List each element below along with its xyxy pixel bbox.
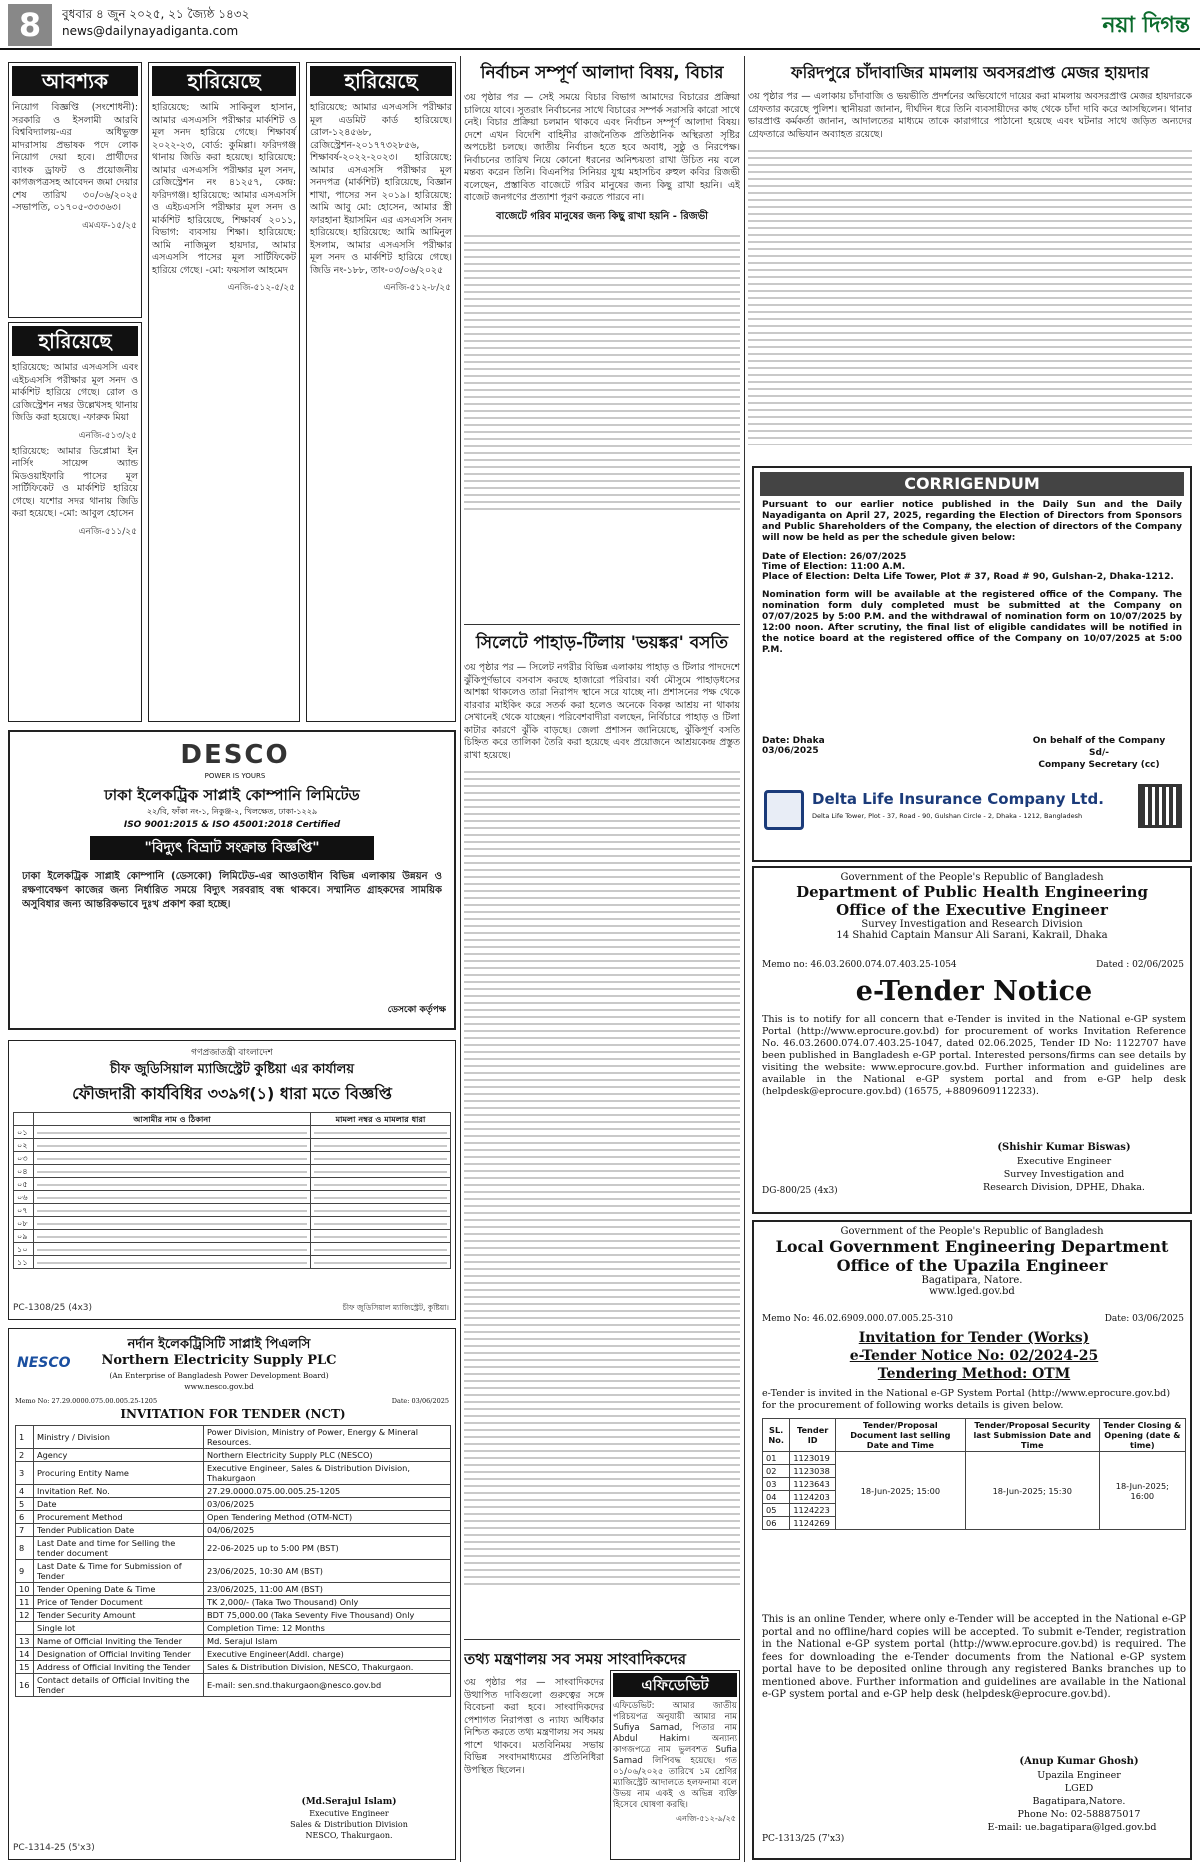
lged-tender-id: 1123038 bbox=[790, 1465, 836, 1478]
court-row-num: ০৪ bbox=[14, 1165, 34, 1178]
nesco-row-value: TK 2,000/- (Taka Two Thousand) Only bbox=[204, 1596, 451, 1609]
nesco-row-num: 8 bbox=[16, 1537, 34, 1560]
delta-logo-icon bbox=[764, 790, 804, 830]
lged-header: Tender ID bbox=[790, 1419, 836, 1452]
lged-sl: 03 bbox=[763, 1478, 790, 1491]
nesco-row bbox=[16, 1449, 451, 1462]
lged-sl: 01 bbox=[763, 1452, 790, 1465]
nesco-row bbox=[16, 1524, 451, 1537]
nesco-signer-place: NESCO, Thakurgaon. bbox=[305, 1831, 393, 1840]
lged-website: www.lged.gov.bd bbox=[929, 1286, 1015, 1297]
court-office: চীফ জুডিসিয়াল ম্যাজিস্ট্রেট কুষ্টিয়া এর কার্যালয় bbox=[109, 1062, 355, 1077]
nesco-row-value: 22-06-2025 up to 5:00 PM (BST) bbox=[204, 1537, 451, 1560]
court-row bbox=[14, 1178, 451, 1191]
dphe-dept: Department of Public Health Engineering bbox=[796, 883, 1148, 901]
lged-table bbox=[762, 1418, 1186, 1530]
nesco-row-value: 23/06/2025, 11:00 AM (BST) bbox=[204, 1583, 451, 1596]
nesco-row-num: 11 bbox=[16, 1596, 34, 1609]
nesco-date: Date: 03/06/2025 bbox=[391, 1397, 449, 1405]
lged-tender-id: 1123019 bbox=[790, 1452, 836, 1465]
lost-text-2: হারিয়েছে: আমার ডিপ্লোমা ইন নার্সিং সায়েন্স অ্যান্ড মিডওয়াইফারি পাসের মূল সার্টিফিকেট ও মার্কশিট হারিয়ে গেছে। যশোর সদর থানায় জিডি করা হয়েছে। -মো: আবুল হোসেন bbox=[12, 445, 138, 519]
court-code: PC-1308/25 (4x3) bbox=[13, 1303, 93, 1313]
article-faridpur-title: ফরিদপুরে চাঁদাবাজির মামলায় অবসরপ্রাপ্ত মেজর হায়দার bbox=[790, 63, 1150, 82]
lged-date: Date: 03/06/2025 bbox=[1104, 1314, 1184, 1324]
nesco-row bbox=[16, 1511, 451, 1524]
nesco-row bbox=[16, 1661, 451, 1674]
nesco-row-value: Open Tendering Method (OTM-NCT) bbox=[204, 1511, 451, 1524]
lged-closing: 18-Jun-2025; 16:00 bbox=[1099, 1452, 1185, 1530]
nesco-lot-row: Single lot Completion Time: 12 Months bbox=[16, 1622, 451, 1635]
nesco-row-label: Last Date & Time for Submission of Tender bbox=[34, 1560, 204, 1583]
dphe-code: DG-800/25 (4x3) bbox=[762, 1186, 838, 1196]
lged-tender-id: 1124203 bbox=[790, 1491, 836, 1504]
dphe-gov: Government of the People's Republic of Bangladesh bbox=[840, 872, 1104, 883]
lged-place: Bagatipara, Natore. bbox=[921, 1275, 1023, 1286]
lged-title-b: LGED bbox=[1064, 1783, 1094, 1794]
article-sylhet-title: সিলেটে পাহাড়-টিলায় 'ভয়ঙ্কর' বসতি bbox=[475, 633, 729, 653]
court-row bbox=[14, 1152, 451, 1165]
lost-ref-1: এনজি-৫১৩/২৫ bbox=[78, 430, 137, 441]
lost-heading: হারিয়েছে bbox=[12, 326, 138, 356]
article-election-subhead: বাজেটে গরিব মানুষের জন্য কিছু রাখা হয়নি - রিজভী bbox=[495, 210, 709, 222]
lged-sl: 06 bbox=[763, 1517, 790, 1530]
nesco-row bbox=[16, 1426, 451, 1449]
court-row-num: ০১ bbox=[14, 1126, 34, 1139]
nesco-row-num: 1 bbox=[16, 1426, 34, 1449]
nesco-row-label: Date bbox=[34, 1498, 204, 1511]
corrigendum-behalf: On behalf of the Company bbox=[1032, 736, 1166, 746]
nesco-row bbox=[16, 1462, 451, 1485]
court-row-num: ১০ bbox=[14, 1243, 34, 1256]
corrigendum-date: Date: Dhaka 03/06/2025 bbox=[762, 736, 825, 756]
lged-header: Tender Closing & Opening (date & time) bbox=[1099, 1419, 1185, 1452]
nesco-code: PC-1314-25 (5'x3) bbox=[13, 1843, 95, 1853]
column-divider bbox=[744, 56, 745, 1862]
court-row-num: ১১ bbox=[14, 1256, 34, 1269]
nesco-row bbox=[16, 1635, 451, 1648]
article-election bbox=[464, 60, 740, 625]
lged-phone: Phone No: 02-588875017 bbox=[1017, 1809, 1141, 1820]
court-col-b: মামলা নম্বর ও মামলার ধারা bbox=[311, 1113, 451, 1126]
nesco-lot: Single lot bbox=[34, 1622, 204, 1635]
nesco-row-label: Last Date and time for Selling the tender document bbox=[34, 1537, 204, 1560]
lged-header: Tender/Proposal Document last selling Date and Time bbox=[835, 1419, 965, 1452]
masthead bbox=[0, 0, 1200, 50]
affidavit-title: এফিডেভিট bbox=[613, 1673, 737, 1697]
corrigendum-election-date: Date of Election: 26/07/2025 bbox=[762, 552, 907, 562]
desco-logo: DESCO bbox=[180, 740, 290, 770]
lged-tender-id: 1124223 bbox=[790, 1504, 836, 1517]
nesco-row-value: Executive Engineer(Addl. charge) bbox=[204, 1648, 451, 1661]
nesco-name-en: Northern Electricity Supply PLC bbox=[101, 1353, 337, 1368]
nesco-notice bbox=[8, 1328, 456, 1860]
lged-title-1: Invitation for Tender (Works) bbox=[858, 1330, 1090, 1346]
nesco-row-value: 23/06/2025, 10:30 AM (BST) bbox=[204, 1560, 451, 1583]
article-election-title: নির্বাচন সম্পূর্ণ আলাদা বিষয়, বিচার bbox=[480, 63, 724, 83]
nesco-row-num: 7 bbox=[16, 1524, 34, 1537]
desco-company: ঢাকা ইলেকট্রিক সাপ্লাই কোম্পানি লিমিটেড bbox=[104, 786, 360, 804]
court-notice bbox=[8, 1040, 456, 1320]
article-info-title: তথ্য মন্ত্রণালয় সব সময় সাংবাদিকদের bbox=[464, 1650, 686, 1668]
wanted-text: নিয়োগ বিজ্ঞপ্তি (সংশোধনী): সরকারি ও ইসলামী আরবি বিশ্ববিদ্যালয়-এর অধিভুক্ত মাদরাসায় প্রভাষক পদে লোক নিয়োগ দেয়া হবে। প্রার্থীদের ব্যাংক ড্রাফট ও প্রয়োজনীয় কাগজপত্রসহ আবেদন জমা দেয়ার শেষ তারিখ ৩০/০৬/২০২৫ -সভাপতি, ০১৭০৫-৩৩৩৬৩। bbox=[12, 102, 138, 213]
court-row bbox=[14, 1204, 451, 1217]
lged-tender-id: 1124269 bbox=[790, 1517, 836, 1530]
wanted-ref: এমএফ-১৫/২৫ bbox=[82, 220, 137, 231]
lost-text-col2: হারিয়েছে: আমি সাকিবুল হাসান, আমার এসএসসি পরীক্ষার মার্কশিট ও মূল সনদ হারিয়ে গেছে। শিক্ষাবর্ষ ২০২২-২৩, বোর্ড: কুমিল্লা। ফরিদগঞ্জ থানায় জিডি করা হয়েছে। হারিয়েছে: আমার এসএসসি পরীক্ষার মূল সনদ, রেজিস্ট্রেশন নং ৪১২৫৭, কেন্দ্র: ফরিদগঞ্জ। হারিয়েছে: আমার এসএসসি ও এইচএসসি পরীক্ষার মূল সনদ ও মার্কশিট হারিয়েছে, শিক্ষাবর্ষ ২০১১, বিভাগ: ব্যবসায় শিক্ষা। হারিয়েছে: আমি নাজিমুল হায়দার, আমার এসএসসি পাসের মূল সার্টিফিকেট হারিয়ে গেছে। -মো: ফয়সাল আহমেদ bbox=[152, 102, 296, 276]
lost-ref-col3: এনজি-৫১২-৮/২৫ bbox=[383, 283, 451, 293]
column-divider bbox=[460, 56, 461, 1862]
corrigendum bbox=[752, 466, 1192, 862]
lged-intro: e-Tender is invited in the National e-GP System Portal (http://www.eprocure.gov.bd) for the procurement of following works details is given below. bbox=[762, 1388, 1171, 1411]
dphe-title-3: Research Division, DPHE, Dhaka. bbox=[983, 1182, 1145, 1193]
nesco-row bbox=[16, 1537, 451, 1560]
affidavit-ref: এনজি-৫১২-৯/২৫ bbox=[676, 1814, 736, 1823]
dphe-date: Dated : 02/06/2025 bbox=[1096, 960, 1184, 970]
nesco-completion-label: Completion Time bbox=[207, 1623, 277, 1633]
nesco-row-num: 9 bbox=[16, 1560, 34, 1583]
lged-row bbox=[763, 1452, 1186, 1465]
nesco-row-value: 04/06/2025 bbox=[204, 1524, 451, 1537]
corrigendum-secretary: Company Secretary (cc) bbox=[1038, 760, 1160, 770]
lged-code: PC-1313/25 (7'x3) bbox=[762, 1834, 845, 1844]
qr-code-icon bbox=[1138, 784, 1182, 828]
dphe-memo: Memo no: 46.03.2600.074.07.403.25-1054 bbox=[762, 960, 957, 970]
dphe-address: 14 Shahid Captain Mansur Ali Sarani, Kakrail, Dhaka bbox=[836, 930, 1108, 941]
classified-lost-2 bbox=[148, 62, 300, 722]
nesco-row-label: Invitation Ref. No. bbox=[34, 1485, 204, 1498]
court-row bbox=[14, 1230, 451, 1243]
nesco-row-label: Tender Security Amount bbox=[34, 1609, 204, 1622]
nesco-row-num: 13 bbox=[16, 1635, 34, 1648]
lged-selling: 18-Jun-2025; 15:00 bbox=[835, 1452, 965, 1530]
court-row-num: ০৮ bbox=[14, 1217, 34, 1230]
article-info-body: ৩য় পৃষ্ঠার পর — সাংবাদিকদের উত্থাপিত দাবিগুলো গুরুত্বের সঙ্গে বিবেচনা করা হবে। সাংবাদিকদের পেশাগত নিরাপত্তা ও ন্যায্য অধিকার নিশ্চিত করতে তথ্য মন্ত্রণালয় সব সময় পাশে থাকবে। মতবিনিময় সভায় বিভিন্ন সংবাদমাধ্যমের প্রতিনিধিরা উপস্থিত ছিলেন। bbox=[464, 1677, 604, 1776]
dphe-title-2: Survey Investigation and bbox=[1003, 1169, 1125, 1180]
nesco-row bbox=[16, 1674, 451, 1697]
nesco-row-value: Md. Serajul Islam bbox=[204, 1635, 451, 1648]
nesco-row-label: Procuring Entity Name bbox=[34, 1462, 204, 1485]
nesco-row-num: 2 bbox=[16, 1449, 34, 1462]
article-faridpur-body: ৩য় পৃষ্ঠার পর — এলাকায় চাঁদাবাজি ও ভয়ভীতি প্রদর্শনের অভিযোগে দায়ের করা মামলায় অবসরপ্রাপ্ত মেজর হায়দারকে গ্রেফতার করেছে পুলিশ। স্থানীয়রা জানান, দীর্ঘদিন ধরে তিনি ব্যবসায়ীদের কাছ থেকে চাঁদা দাবি করে আসছিলেন। থানার ভারপ্রাপ্ত কর্মকর্তা জানান, আদালতের মাধ্যমে তাকে কারাগারে পাঠানো হয়েছে এবং ঘটনার সাথে জড়িত অন্যদের গ্রেফতারে অভিযান অব্যাহত রয়েছে। bbox=[748, 91, 1192, 140]
court-row bbox=[14, 1191, 451, 1204]
nesco-title: INVITATION FOR TENDER (NCT) bbox=[120, 1407, 346, 1421]
court-row bbox=[14, 1139, 451, 1152]
court-row bbox=[14, 1126, 451, 1139]
dphe-body: This is to notify for all concern that e-Tender is invited in the National e-GP system Portal (http://www.eprocure.gov.bd) for procurement of works Invitation Reference No. 46.03.2600.074.07.403.25-1047, dated 02.06.2025, Tender ID No: 1122707 have been published in Bangladesh e-GP portal. Interested persons/firms can see details by visiting the website: www.eprocure.gov.bd. Further information and guidelines are available in the National e-GP system portal and from e-GP help desk (helpdesk@eprocure.gov.bd) (16575, +8809609112233). bbox=[762, 1014, 1186, 1097]
nesco-completion: 12 Months bbox=[281, 1623, 325, 1633]
lged-notice bbox=[752, 1220, 1192, 1860]
lged-tender-id: 1123643 bbox=[790, 1478, 836, 1491]
lged-security: 18-Jun-2025; 15:30 bbox=[965, 1452, 1099, 1530]
nesco-row-label: Name of Official Inviting the Tender bbox=[34, 1635, 204, 1648]
nesco-row-num: 12 bbox=[16, 1609, 34, 1622]
classified-wanted bbox=[8, 62, 142, 318]
nesco-row-num: 15 bbox=[16, 1661, 34, 1674]
corrigendum-title: CORRIGENDUM bbox=[760, 472, 1184, 496]
lged-gov: Government of the People's Republic of Bangladesh bbox=[840, 1226, 1104, 1237]
nesco-row bbox=[16, 1609, 451, 1622]
lged-title-3: Tendering Method: OTM bbox=[877, 1366, 1071, 1382]
affidavit bbox=[610, 1670, 740, 1860]
article-sylhet-body: ৩য় পৃষ্ঠার পর — সিলেট নগরীর বিভিন্ন এলাকায় পাহাড় ও টিলার পাদদেশে ঝুঁকিপূর্ণভাবে বসবাস করছে হাজারো পরিবার। বর্ষা মৌসুমে পাহাড়ধসের আশঙ্কা থাকলেও তারা নিরাপদ স্থানে সরে যাচ্ছে না। প্রশাসনের পক্ষ থেকে বারবার মাইকিং করে সতর্ক করা হলেও অনেকে বিকল্প আশ্রয় না থাকায় সেখানেই থেকে যাচ্ছেন। পরিবেশবাদীরা বলছেন, নির্বিচারে পাহাড় ও টিলা কাটার কারণে ঝুঁকি বাড়ছে। জেলা প্রশাসন জানিয়েছে, ঝুঁকিপূর্ণ বসতি চিহ্নিত করে তালিকা তৈরি করা হয়েছে এবং প্রয়োজনে আশ্রয়কেন্দ্র প্রস্তুত রাখা হয়েছে। bbox=[464, 662, 740, 761]
nesco-row bbox=[16, 1485, 451, 1498]
nesco-row-label: Ministry / Division bbox=[34, 1426, 204, 1449]
lged-title-2: e-Tender Notice No: 02/2024-25 bbox=[849, 1348, 1099, 1364]
article-faridpur bbox=[748, 60, 1192, 468]
nesco-table bbox=[15, 1425, 451, 1697]
lged-office: Office of the Upazila Engineer bbox=[836, 1256, 1108, 1275]
corrigendum-sd: Sd/- bbox=[1089, 748, 1109, 758]
desco-body: ঢাকা ইলেকট্রিক সাপ্লাই কোম্পানি (ডেসকো) লিমিটেড-এর আওতাধীন বিভিন্ন এলাকায় উন্নয়ন ও রক্ষণাবেক্ষণ কাজের জন্য নির্ধারিত সময়ে বিদ্যুৎ সরবরাহ বন্ধ থাকবে। সম্মানিত গ্রাহকদের সাময়িক অসুবিধার জন্য আন্তরিকভাবে দুঃখ প্রকাশ করা হচ্ছে। bbox=[22, 871, 442, 910]
desco-address: ২২/বি, ফাঁকা নং-১, নিকুঞ্জ-২, খিলক্ষেত, ঢাকা-১২২৯ bbox=[146, 807, 318, 816]
nesco-row-label: Agency bbox=[34, 1449, 204, 1462]
nesco-row bbox=[16, 1648, 451, 1661]
court-table bbox=[13, 1112, 451, 1269]
lged-sl: 04 bbox=[763, 1491, 790, 1504]
nesco-row bbox=[16, 1583, 451, 1596]
desco-tagline: POWER IS YOURS bbox=[204, 772, 266, 780]
corrigendum-intro: Pursuant to our earlier notice published in the Daily Sun and the Daily Nayadiganta on April 27, 2025, regarding the Election of Directors from Sponsors and Public Shareholders of the Company, the election of directors of the Company will now be held as per the schedule given below: bbox=[762, 500, 1182, 543]
court-row-num: ০৫ bbox=[14, 1178, 34, 1191]
nesco-website: www.nesco.gov.bd bbox=[184, 1382, 254, 1391]
desco-iso: ISO 9001:2015 & ISO 45001:2018 Certified bbox=[123, 820, 341, 830]
dphe-office: Office of the Executive Engineer bbox=[836, 901, 1108, 919]
lged-email: E-mail: ue.bagatipara@lged.gov.bd bbox=[987, 1822, 1157, 1833]
lged-memo: Memo No: 46.02.6909.000.07.005.25-310 bbox=[762, 1314, 953, 1324]
nesco-subtitle: (An Enterprise of Bangladesh Power Development Board) bbox=[109, 1371, 329, 1380]
nesco-row-value: Sales & Distribution Division, NESCO, Thakurgaon. bbox=[204, 1661, 451, 1674]
article-election-body: ৩য় পৃষ্ঠার পর — সেই সময়ে বিচার বিভাগ আমাদের বিচারের প্রক্রিয়া চালিয়ে যাবে। সুতরাং নির্বাচনের সাথে বিচারের সম্পর্ক সরাসরি কারো সাথে নেই। বিচার প্রক্রিয়া চলমান থাকবে এবং নির্বাচন সম্পূর্ণ আলাদা বিষয়। দেশে এখন বিদেশি বাহিনীর রাজনৈতিক প্রতিষ্ঠানিক অস্থিরতা সৃষ্টির অপচেষ্টা চলছে। জাতীয় নির্বাচন হতে হবে অবাধ, সুষ্ঠু ও নিরপেক্ষ। নির্বাচনের তারিখ নিয়ে কোনো ধরনের অনিশ্চয়তা রাখা উচিত নয় বলে মন্তব্য করেন তিনি। বিএনপির সিনিয়র যুগ্ম মহাসচিব রুহুল কবির রিজভী বলেছেন, প্রস্তাবিত বাজেটে গরিব মানুষের জন্য কিছু রাখা হয়নি। এই বাজেট জনগণের প্রত্যাশা পূরণ করতে পারবে না। bbox=[464, 92, 740, 203]
lged-body: This is an online Tender, where only e-Tender will be accepted in the National e-GP portal and no offline/hard copies will be accepted. To submit e-Tender, registration in the National e-GP system portal (http://www.eprocure.gov.bd) is required. The fees for downloading the e-Tender documents from the National e-GP system portal have to be deposited online through any registered Banks branches up to mentioned above. Further information and guidelines are available in the National e-GP system portal and e-GP help desk (helpdesk@eprocure.gov.bd). bbox=[762, 1614, 1186, 1700]
wanted-heading: আবশ্যক bbox=[12, 66, 138, 96]
nesco-signer-title: Executive Engineer bbox=[309, 1809, 389, 1818]
nesco-signer-office: Sales & Distribution Division bbox=[290, 1820, 408, 1829]
court-row bbox=[14, 1217, 451, 1230]
nesco-row-num: 4 bbox=[16, 1485, 34, 1498]
desco-notice bbox=[8, 730, 456, 1030]
nesco-row-value: Northern Electricity Supply PLC (NESCO) bbox=[204, 1449, 451, 1462]
nesco-logo: NESCO bbox=[17, 1355, 71, 1371]
classified-lost-3 bbox=[306, 62, 456, 722]
nesco-row-label: Price of Tender Document bbox=[34, 1596, 204, 1609]
court-row bbox=[14, 1165, 451, 1178]
court-col-a: আসামীর নাম ও ঠিকানা bbox=[34, 1113, 311, 1126]
nesco-row bbox=[16, 1560, 451, 1583]
dphe-title-1: Executive Engineer bbox=[1016, 1156, 1112, 1167]
lost-ref-col2: এনজি-৫১২-৫/২৫ bbox=[227, 283, 295, 293]
desco-signature: ডেসকো কর্তৃপক্ষ bbox=[387, 1005, 446, 1015]
court-row-num: ০৯ bbox=[14, 1230, 34, 1243]
dphe-notice bbox=[752, 866, 1192, 1214]
nesco-row-label: Address of Official Inviting the Tender bbox=[34, 1661, 204, 1674]
court-row bbox=[14, 1256, 451, 1269]
court-signature: চীফ জুডিসিয়াল ম্যাজিস্ট্রেট, কুষ্টিয়া। bbox=[342, 1303, 449, 1312]
court-row-num: ০২ bbox=[14, 1139, 34, 1152]
nesco-memo: Memo No: 27.29.0000.075.00.005.25-1205 bbox=[15, 1397, 158, 1405]
desco-notice-title: "বিদ্যুৎ বিভ্রাট সংক্রান্ত বিজ্ঞপ্তি" bbox=[90, 836, 374, 860]
newspaper-logo: নয়া দিগন্ত bbox=[1102, 13, 1190, 38]
lost-text-1: হারিয়েছে: আমার এসএসসি এবং এইচএসসি পরীক্ষার মূল সনদ ও মার্কশিট হারিয়ে গেছে। রোল ও রেজিস্ট্রেশন নম্বর উল্লেখসহ থানায় জিডি করা হয়েছে। -ফারুক মিয়া bbox=[12, 362, 138, 423]
nesco-row-value: E-mail: sen.snd.thakurgaon@nesco.gov.bd bbox=[204, 1674, 451, 1697]
classified-lost-1 bbox=[8, 322, 142, 722]
nesco-row-num: 6 bbox=[16, 1511, 34, 1524]
nesco-row-num: 5 bbox=[16, 1498, 34, 1511]
nesco-row-num: 3 bbox=[16, 1462, 34, 1485]
nesco-signer: (Md.Serajul Islam) bbox=[301, 1797, 397, 1807]
court-row bbox=[14, 1243, 451, 1256]
lged-title-c: Bagatipara,Natore. bbox=[1032, 1796, 1126, 1807]
nesco-row-label: Tender Opening Date & Time bbox=[34, 1583, 204, 1596]
dphe-signer: (Shishir Kumar Biswas) bbox=[997, 1142, 1131, 1153]
nesco-row-num: 10 bbox=[16, 1583, 34, 1596]
nesco-row-num: 16 bbox=[16, 1674, 34, 1697]
lged-signer: (Anup Kumar Ghosh) bbox=[1019, 1756, 1139, 1767]
corrigendum-election-place: Place of Election: Delta Life Tower, Plot # 37, Road # 90, Gulshan-2, Dhaka-1212. bbox=[762, 572, 1174, 582]
lost-heading-3: হারিয়েছে bbox=[310, 66, 452, 96]
nesco-row-label: Tender Publication Date bbox=[34, 1524, 204, 1537]
corrigendum-body: Nomination form will be available at the registered office of the Company. The nomination form duly completed must be submitted at the Company on 07/07/2025 by 5:00 P.M. and the withdrawal of nomination form on 10/07/2025 by 12:00 noon. After scrutiny, the final list of eligible candidates will be notified in the notice board at the registered office of the Company on 10/07/2025 at 5:00 P.M. bbox=[762, 590, 1182, 655]
lost-ref-2: এনজি-৫১১/২৫ bbox=[78, 526, 137, 537]
article-sylhet bbox=[464, 630, 740, 1640]
dphe-division: Survey Investigation and Research Division bbox=[861, 919, 1083, 930]
nesco-row bbox=[16, 1596, 451, 1609]
affidavit-body: এফিডেভিট: আমার জাতীয় পরিচয়পত্র অনুযায়ী আমার নাম Sufiya Samad, পিতার নাম Abdul Hakim। অন্যান্য কাগজপত্রে নাম ভুলবশত Sufia Samad লিপিবদ্ধ হয়েছে। গত ০১/০৬/২০২৫ তারিখে ১ম শ্রেণির ম্যাজিস্ট্রেট আদালতে হলফনামা বলে উভয় নাম একই ও অভিন্ন ব্যক্তি হিসেবে ঘোষণা করছি। bbox=[613, 1701, 737, 1810]
nesco-row-label: Procurement Method bbox=[34, 1511, 204, 1524]
nesco-row bbox=[16, 1498, 451, 1511]
lged-header: SL. No. bbox=[763, 1419, 790, 1452]
page-number: 8 bbox=[8, 4, 52, 46]
nesco-row-value: BDT 75,000.00 (Taka Seventy Five Thousand) Only bbox=[204, 1609, 451, 1622]
court-republic: গণপ্রজাতন্ত্রী বাংলাদেশ bbox=[191, 1048, 273, 1058]
nesco-name-bn: নর্দান ইলেকট্রিসিটি সাপ্লাই পিএলসি bbox=[127, 1337, 311, 1352]
nesco-row-value: Power Division, Ministry of Power, Energy & Mineral Resources. bbox=[204, 1426, 451, 1449]
corrigendum-election-time: Time of Election: 11:00 A.M. bbox=[762, 562, 906, 572]
court-row-num: ০৬ bbox=[14, 1191, 34, 1204]
nesco-row-value: 03/06/2025 bbox=[204, 1498, 451, 1511]
delta-company: Delta Life Insurance Company Ltd. bbox=[812, 790, 1104, 808]
nesco-row-label: Designation of Official Inviting Tender bbox=[34, 1648, 204, 1661]
lged-title-a: Upazila Engineer bbox=[1037, 1770, 1121, 1781]
email-address: news@dailynayadiganta.com bbox=[62, 24, 239, 38]
lged-sl: 05 bbox=[763, 1504, 790, 1517]
nesco-row-value: 27.29.0000.075.00.005.25-1205 bbox=[204, 1485, 451, 1498]
lost-heading-2: হারিয়েছে bbox=[152, 66, 296, 96]
nesco-row-value: Executive Engineer, Sales & Distribution Division, Thakurgaon bbox=[204, 1462, 451, 1485]
court-title: ফৌজদারী কার্যবিধির ৩৩৯গ(১) ধারা মতে বিজ্ঞপ্তি bbox=[72, 1084, 392, 1103]
court-row-num: ০৩ bbox=[14, 1152, 34, 1165]
delta-address: Delta Life Tower, Plot - 37, Road - 90, Gulshan Circle - 2, Dhaka - 1212, Bangladesh bbox=[812, 812, 1083, 820]
lged-header: Tender/Proposal Security last Submission Date and Time bbox=[965, 1419, 1099, 1452]
nesco-row-label: Contact details of Official Inviting the Tender bbox=[34, 1674, 204, 1697]
lged-sl: 02 bbox=[763, 1465, 790, 1478]
issue-date: বুধবার ৪ জুন ২০২৫, ২১ জ্যৈষ্ঠ ১৪৩২ bbox=[62, 7, 250, 21]
nesco-row-num: 14 bbox=[16, 1648, 34, 1661]
lged-dept: Local Government Engineering Department bbox=[775, 1237, 1169, 1256]
lost-text-col3: হারিয়েছে: আমার এসএসসি পরীক্ষার মূল এডমিট কার্ড হারিয়েছে। রোল-১২৪৫৬৮, রেজিস্ট্রেশন-২০১৭৭৩২৮৫৬, শিক্ষাবর্ষ-২০২২-২০২৩। হারিয়েছে: আমার এসএসসি পরীক্ষার মূল সনদপত্র (মার্কশিট) হারিয়েছে, বিজ্ঞান শাখা, পাসের সন ২০১৯। হারিয়েছে: আমি আবু মো: হোসেন, আমার স্ত্রী ফারহানা ইয়াসমিন এর এসএসসি সনদ হারিয়েছে। হারিয়েছে: আমি আমিনুল ইসলাম, আমার এসএসসি পরীক্ষার মূল সনদ ও মার্কশিট হারিয়ে গেছে। জিডি নং-১৮৮, তাং-০৩/০৬/২০২৫ bbox=[310, 102, 452, 276]
article-info-ministry bbox=[464, 1648, 740, 1860]
dphe-title: e-Tender Notice bbox=[855, 976, 1093, 1007]
court-row-num: ০৭ bbox=[14, 1204, 34, 1217]
